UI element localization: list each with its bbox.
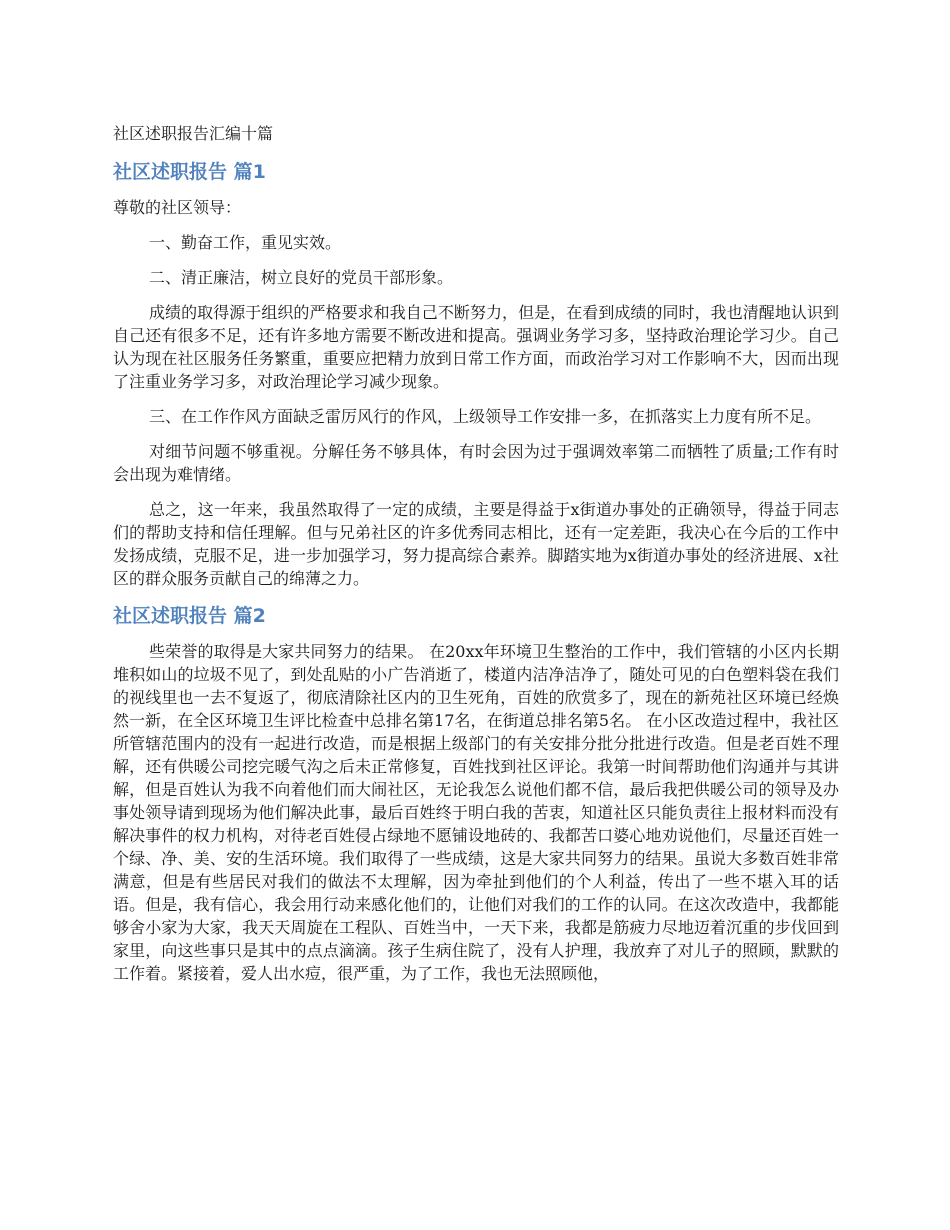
section-1 xyxy=(113,158,839,590)
document-title: 社区述职报告汇编十篇 xyxy=(113,124,274,143)
paragraph: 二、清正廉洁，树立良好的党员干部形象。 xyxy=(149,268,454,287)
section-heading: 社区述职报告 篇2 xyxy=(113,605,266,627)
paragraph: 些荣誉的取得是大家共同努力的结果。 在20xx年环境卫生整治的工作中，我们管辖的小区内长期堆积如山的垃圾不见了，到处乱贴的小广告消逝了，楼道内洁净洁净了，随处可见的白色塑料袋在我们的视线里也一去不复返了，彻底清除社区内的卫生死角，百姓的欣赏多了，现在的新苑社区环境已经焕然一新，在全区环境卫生评比检查中总排名第17名，在街道总排名第5名。 在小区改造过程中，我社区所管辖范围内的没有一起进行改造，而是根据上级部门的有关安排分批分批进行改造。但是老百姓不理解，还有供暖公司挖完暖气沟之后未正常修复，百姓找到社区评论。我第一时间帮助他们沟通并与其讲解，但是百姓认为我不向着他们而大闹社区，无论我怎么说他们都不信，最后我把供暖公司的领导及办事处领导请到现场为他们解决此事，最后百姓终于明白我的苦衷，知道社区只能负责往上报材料而没有解决事件的权力机构，对待老百姓侵占绿地不愿铺设地砖的、我都苦口婆心地劝说他们，尽量还百姓一个绿、净、美、安的生活环境。我们取得了一些成绩，这是大家共同努力的结果。虽说大多数百姓非常满意，但是有些居民对我们的做法不太理解，因为牵扯到他们的个人利益，传出了一些不堪入耳的话语。但是，我有信心，我会用行动来感化他们的，让他们对我们的工作的认同。在这次改造中，我都能够舍小家为大家，我天天周旋在工程队、百姓当中，一天下来，我都是筋疲力尽地迈着沉重的步伐回到家里，向这些事只是其中的点点滴滴。孩子生病住院了，没有人护理，我放弃了对儿子的照顾，默默的工作着。紧接着，爱人出水痘，很严重，为了工作，我也无法照顾他， xyxy=(113,642,839,983)
paragraph: 一、勤奋工作，重见实效。 xyxy=(149,233,342,252)
section-2 xyxy=(113,602,839,985)
section-heading: 社区述职报告 篇1 xyxy=(113,161,266,183)
document-page xyxy=(113,122,839,997)
salutation: 尊敬的社区领导： xyxy=(113,198,242,217)
paragraph: 成绩的取得源于组织的严格要求和我自己不断努力，但是，在看到成绩的同时，我也清醒地认识到自己还有很多不足，还有许多地方需要不断改进和提高。强调业务学习多，坚持政治理论学习少。自己认为现在社区服务任务繁重，重要应把精力放到日常工作方面，而政治学习对工作影响不大，因而出现了注重业务学习多，对政治理论学习减少现象。 xyxy=(113,303,839,391)
paragraph: 对细节问题不够重视。分解任务不够具体，有时会因为过于强调效率第二而牺牲了质量;工作有时会出现为难情绪。 xyxy=(113,442,839,484)
paragraph: 总之，这一年来，我虽然取得了一定的成绩，主要是得益于x街道办事处的正确领导，得益于同志们的帮助支持和信任理解。但与兄弟社区的许多优秀同志相比，还有一定差距，我决心在今后的工作中发扬成绩，克服不足，进一步加强学习，努力提高综合素养。脚踏实地为x街道办事处的经济进展、x社区的群众服务贡献自己的绵薄之力。 xyxy=(113,500,839,588)
paragraph: 三、在工作作风方面缺乏雷厉风行的作风，上级领导工作安排一多，在抓落实上力度有所不足。 xyxy=(149,407,822,426)
